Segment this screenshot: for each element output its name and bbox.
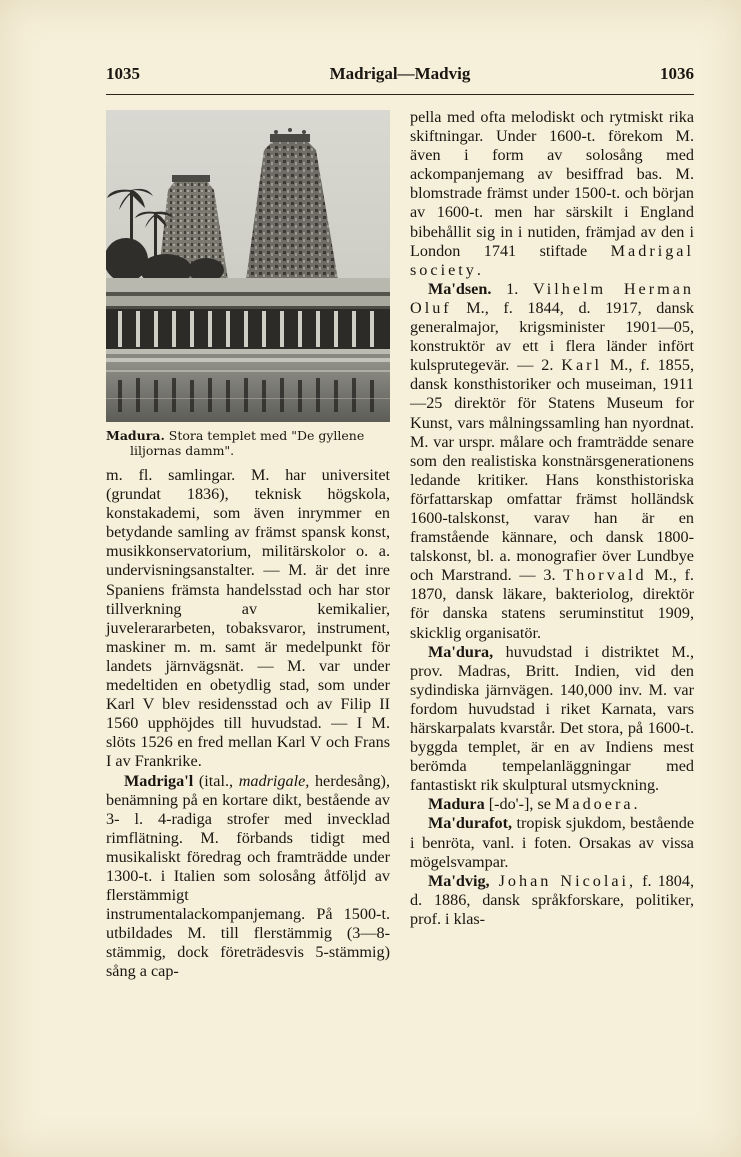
caption-place: Madura. (106, 428, 165, 443)
caption-text: Stora templet med "De gyllene (168, 428, 365, 443)
right-column (410, 108, 694, 929)
madrigal-society: Madrigal society (410, 241, 694, 279)
page-number-right: 1036 (660, 64, 694, 83)
entry-madsen: Ma'dsen. 1. Vilhelm Herman Oluf M., f. 1844, d. 1917, dansk generalmajor, krigsminister 1901—05, konstruktör av ett i flera länder infört kulsprutegevär. — 2. Karl M., f. 1855, dansk konsthistoriker och museiman, 1911—25 direktör för Statens Museum for Kunst, vars målningssamling han nyordnat. M. var urspr. målare och framträdde senare som den realistiska konstnärsgenerationens ledande kritiker. Hans konsthistoriska författarskap omfattar främst holländsk 1600-talskonst, varav han är en framstående kännare, och dansk 1800-talskonst, bl. a. monografier över Lundbye och Marstrand. — 3. Thorvald M., f. 1870, dansk läkare, bakteriolog, direktör för danska statens seruminstitut 1909, skicklig organisatör. (410, 279, 695, 642)
running-title: Madrigal—Madvig (329, 64, 471, 83)
page-header (106, 64, 694, 88)
temple-photo (106, 110, 390, 422)
headword-madsen: Ma'dsen. (428, 279, 492, 298)
entry-madura-crossref: Madura [-do'-], se Madoera. (428, 795, 638, 814)
headword-madurafot: Ma'durafot, (428, 814, 513, 833)
entry-madvig: Ma'dvig, Johan Nicolai, f. 1804, d. 1886, dansk språkforskare, politiker, prof. i klas- (410, 871, 694, 928)
madrid-continuation: m. fl. samlingar. M. har universitet (grundat 1836), teknisk högskola, konstakademi, som även inrymmer en betydande samling av främst spansk konst, musikkonservatorium, militärskolor o. a. undervisningsanstalter. — M. är det inre Spaniens främsta handelsstad och har stor tillverkning av kemikalier, juvelerararbeten, tobaksvaror, instrument, maskiner m. m. samt är medelpunkt för landets järnvägsnät. — M. var under medeltiden en obetydlig stad, som under Karl V blev residensstad och av Filip II 1560 upphöjdes till huvudstad. — I M. slöts 1526 en fred mellan Karl V och Frans I av Frankrike. (106, 466, 390, 771)
left-column (106, 108, 390, 982)
caption-text-2: liljornas damm". (130, 443, 235, 458)
entry-madura: Ma'dura, huvudstad i distriktet M., prov. Madras, Britt. Indien, vid den sydindiska järnvägen. 140,000 inv. M. var fordom huvudstad i riket Karnata, vars härskarpalats kvarstår. Det stora, på 1600-t. byggda templet, är en av Indiens mest berömda tempelanläggningar med fantastiskt rik skulptural utsmyckning. (410, 642, 694, 795)
entry-madrigal: Madriga'l (ital., madrigale, herdesång), benämning på en kortare dikt, bestående av 3- l. 4-radiga strofer med invecklad rimflätning. M. förbands tidigt med musikaliskt föredrag och framträdde under 1300-t. i Italien som solosång åtföljd av flerstämmigt instrumentalackompanjemang. På 1500-t. utbildades M. till flerstämmig (3—8-stämmig, dock företrädesvis 5-stämmig) sång a cap- (106, 771, 390, 981)
header-rule (106, 94, 694, 95)
headword-madura: Ma'dura, (428, 642, 494, 661)
entry-madurafot: Ma'durafot, tropisk sjukdom, bestående i benröta, vanl. i foten. Orsakas av vissa mögelsvampar. (410, 814, 694, 871)
headword-madvig: Ma'dvig, (428, 871, 490, 890)
headword-madura-2: Madura (428, 795, 485, 814)
madrigal-continuation: pella med ofta melodiskt och rytmiskt rika skiftningar. Under 1600-t. förekom M. även i form av solosång med ackompanjemang av besiffrad bas. M. blomstrade främst under 1500-t. och början av 1600-t. men har särskilt i England bibehållit sig in i nutiden, främjad av den i London 1741 stiftade Madrigal society. (410, 108, 694, 279)
page-number-left: 1035 (106, 64, 140, 83)
headword-madrigal: Madriga'l (124, 771, 194, 790)
figure-caption (106, 428, 390, 458)
